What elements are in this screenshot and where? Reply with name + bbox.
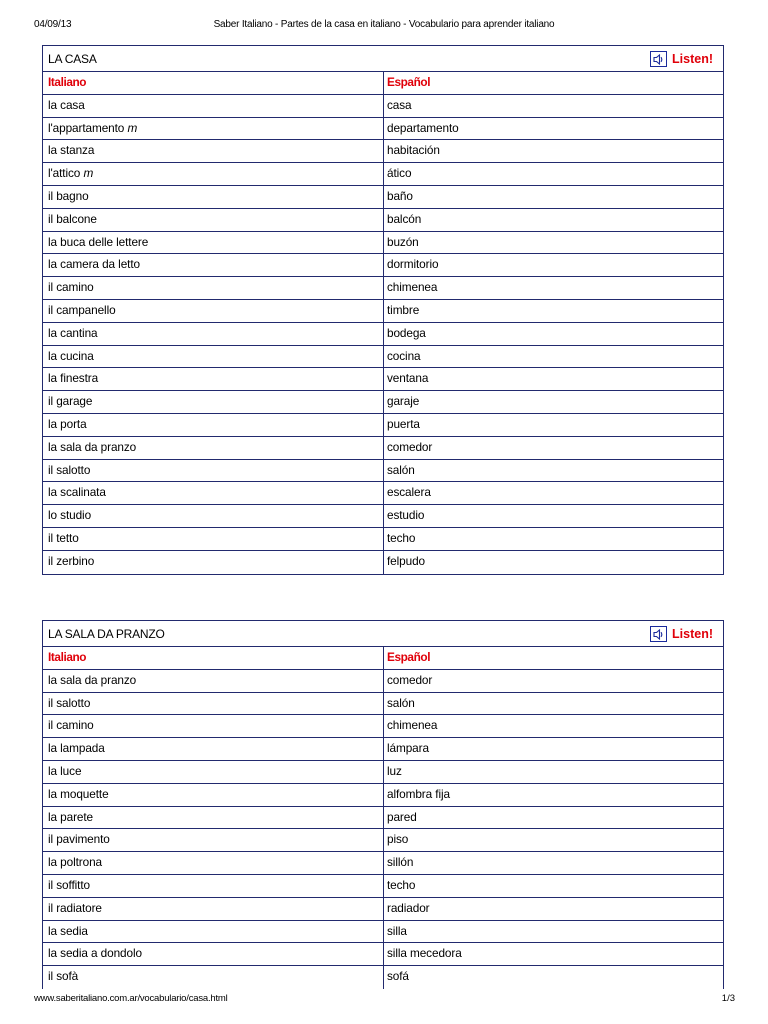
spanish-term: chimenea <box>387 718 438 733</box>
italian-term <box>43 140 384 162</box>
italian-term <box>43 807 384 829</box>
speaker-icon[interactable] <box>650 626 667 642</box>
spanish-term: salón <box>387 695 415 710</box>
spanish-term: balcón <box>387 211 422 226</box>
italian-term <box>43 95 384 117</box>
spanish-term: buzón <box>387 234 419 249</box>
page-number: 1/3 <box>721 993 735 1004</box>
italian-term <box>43 875 384 897</box>
table-row <box>43 118 723 141</box>
spanish-term: casa <box>387 97 412 112</box>
column-header-row <box>43 72 723 95</box>
table-row <box>43 277 723 300</box>
italian-word: lo studio <box>48 508 92 523</box>
vocab-table-la-sala-da-pranzo <box>42 620 724 989</box>
italian-term <box>43 277 384 299</box>
italian-term <box>43 414 384 436</box>
table-row <box>43 460 723 483</box>
italian-term <box>43 784 384 806</box>
spanish-term: radiador <box>387 900 430 915</box>
italian-word: la sala da pranzo <box>48 672 137 687</box>
italian-term <box>43 693 384 715</box>
table-row <box>43 670 723 693</box>
spanish-term: techo <box>387 530 416 545</box>
column-header-espanol: Español <box>387 650 431 664</box>
column-header-row <box>43 647 723 670</box>
spanish-term: ventana <box>387 371 429 386</box>
table-row <box>43 254 723 277</box>
table-row <box>43 829 723 852</box>
italian-term <box>43 505 384 527</box>
italian-term <box>43 254 384 276</box>
spanish-term: silla mecedora <box>387 946 462 961</box>
spanish-term: salón <box>387 462 415 477</box>
listen-button[interactable] <box>650 50 713 68</box>
italian-word: il soffitto <box>48 877 90 892</box>
spanish-term: comedor <box>387 439 433 454</box>
italian-word: la scalinata <box>48 485 106 500</box>
table-row <box>43 505 723 528</box>
italian-word: il radiatore <box>48 900 102 915</box>
spanish-term: garaje <box>387 394 420 409</box>
spanish-term: timbre <box>387 302 420 317</box>
spanish-term: bodega <box>387 325 426 340</box>
italian-word: il balcone <box>48 211 97 226</box>
spanish-term: sillón <box>387 855 414 870</box>
table-title-bar <box>43 46 723 72</box>
italian-term <box>43 460 384 482</box>
speaker-icon[interactable] <box>650 51 667 67</box>
italian-word: il salotto <box>48 695 91 710</box>
italian-word: la sala da pranzo <box>48 439 137 454</box>
italian-word: la sedia <box>48 923 88 938</box>
spanish-term: sofá <box>387 969 409 984</box>
table-row <box>43 715 723 738</box>
spanish-term: departamento <box>387 120 459 135</box>
spanish-term: escalera <box>387 485 431 500</box>
italian-term <box>43 528 384 550</box>
spanish-term: comedor <box>387 672 433 687</box>
table-row <box>43 232 723 255</box>
italian-word: la poltrona <box>48 855 102 870</box>
italian-term <box>43 186 384 208</box>
gender-marker: m <box>83 166 94 181</box>
print-date: 04/09/13 <box>34 19 72 30</box>
table-row <box>43 852 723 875</box>
table-row <box>43 966 723 989</box>
italian-term <box>43 715 384 737</box>
spanish-term: luz <box>387 763 402 778</box>
table-row <box>43 95 723 118</box>
table-row <box>43 186 723 209</box>
spanish-term: lámpara <box>387 741 429 756</box>
table-row <box>43 209 723 232</box>
table-row <box>43 875 723 898</box>
italian-term <box>43 852 384 874</box>
italian-term <box>43 118 384 140</box>
italian-word: l'appartamento <box>48 120 125 135</box>
table-row <box>43 391 723 414</box>
italian-word: la luce <box>48 763 82 778</box>
spanish-term: habitación <box>387 143 440 158</box>
table-title-bar <box>43 621 723 647</box>
italian-term <box>43 437 384 459</box>
italian-word: il pavimento <box>48 832 110 847</box>
italian-word: il garage <box>48 394 93 409</box>
table-row <box>43 738 723 761</box>
table-row <box>43 921 723 944</box>
table-row <box>43 368 723 391</box>
column-header-italiano: Italiano <box>43 647 384 669</box>
vocab-table-la-casa <box>42 45 724 575</box>
table-row <box>43 140 723 163</box>
italian-term <box>43 898 384 920</box>
italian-word: il salotto <box>48 462 91 477</box>
table-row <box>43 300 723 323</box>
italian-word: la cucina <box>48 348 94 363</box>
table-row <box>43 551 723 574</box>
italian-term <box>43 368 384 390</box>
italian-term <box>43 551 384 574</box>
italian-word: la lampada <box>48 741 105 756</box>
table-row <box>43 898 723 921</box>
italian-term <box>43 966 384 989</box>
italian-term <box>43 829 384 851</box>
table-row <box>43 437 723 460</box>
table-row <box>43 482 723 505</box>
italian-word: il sofà <box>48 969 79 984</box>
italian-term <box>43 346 384 368</box>
listen-label[interactable]: Listen! <box>672 52 713 66</box>
table-row <box>43 761 723 784</box>
italian-term <box>43 209 384 231</box>
table-row <box>43 346 723 369</box>
table-row <box>43 323 723 346</box>
italian-term <box>43 323 384 345</box>
italian-word: la sedia a dondolo <box>48 946 142 961</box>
italian-word: il campanello <box>48 302 116 317</box>
italian-word: l'attico <box>48 166 81 181</box>
column-header-espanol: Español <box>387 75 431 89</box>
listen-label[interactable]: Listen! <box>672 627 713 641</box>
italian-word: la porta <box>48 416 87 431</box>
italian-word: la parete <box>48 809 94 824</box>
print-title: Saber Italiano - Partes de la casa en italiano - Vocabulario para aprender italiano <box>213 19 555 30</box>
italian-term <box>43 163 384 185</box>
spanish-term: felpudo <box>387 553 426 568</box>
spanish-term: ático <box>387 166 412 181</box>
listen-button[interactable] <box>650 625 713 643</box>
italian-word: la cantina <box>48 325 98 340</box>
table-row <box>43 693 723 716</box>
column-header-italiano: Italiano <box>43 72 384 94</box>
table-row <box>43 414 723 437</box>
spanish-term: dormitorio <box>387 257 439 272</box>
spanish-term: alfombra fija <box>387 786 450 801</box>
italian-term <box>43 232 384 254</box>
italian-word: la buca delle lettere <box>48 234 149 249</box>
spanish-term: cocina <box>387 348 421 363</box>
spanish-term: estudio <box>387 508 425 523</box>
italian-word: il tetto <box>48 530 79 545</box>
table-row <box>43 528 723 551</box>
gender-marker: m <box>127 120 138 135</box>
italian-word: la moquette <box>48 786 109 801</box>
table-row <box>43 807 723 830</box>
table-row <box>43 163 723 186</box>
table-row <box>43 784 723 807</box>
italian-term <box>43 300 384 322</box>
italian-word: la camera da letto <box>48 257 140 272</box>
print-url[interactable]: www.saberitaliano.com.ar/vocabulario/casa.html <box>34 993 228 1004</box>
italian-word: la casa <box>48 97 85 112</box>
spanish-term: pared <box>387 809 417 824</box>
italian-term <box>43 391 384 413</box>
italian-term <box>43 761 384 783</box>
italian-word: il bagno <box>48 188 89 203</box>
spanish-term: piso <box>387 832 409 847</box>
italian-word: il camino <box>48 280 94 295</box>
spanish-term: techo <box>387 877 416 892</box>
italian-word: la finestra <box>48 371 99 386</box>
italian-term <box>43 921 384 943</box>
table-title: LA CASA <box>48 52 97 66</box>
spanish-term: baño <box>387 188 413 203</box>
italian-term <box>43 482 384 504</box>
italian-word: il camino <box>48 718 94 733</box>
italian-term <box>43 738 384 760</box>
italian-term <box>43 943 384 965</box>
spanish-term: chimenea <box>387 280 438 295</box>
italian-term <box>43 670 384 692</box>
italian-word: il zerbino <box>48 553 95 568</box>
table-title: LA SALA DA PRANZO <box>48 627 165 641</box>
spanish-term: puerta <box>387 416 420 431</box>
italian-word: la stanza <box>48 143 95 158</box>
spanish-term: silla <box>387 923 407 938</box>
table-row <box>43 943 723 966</box>
